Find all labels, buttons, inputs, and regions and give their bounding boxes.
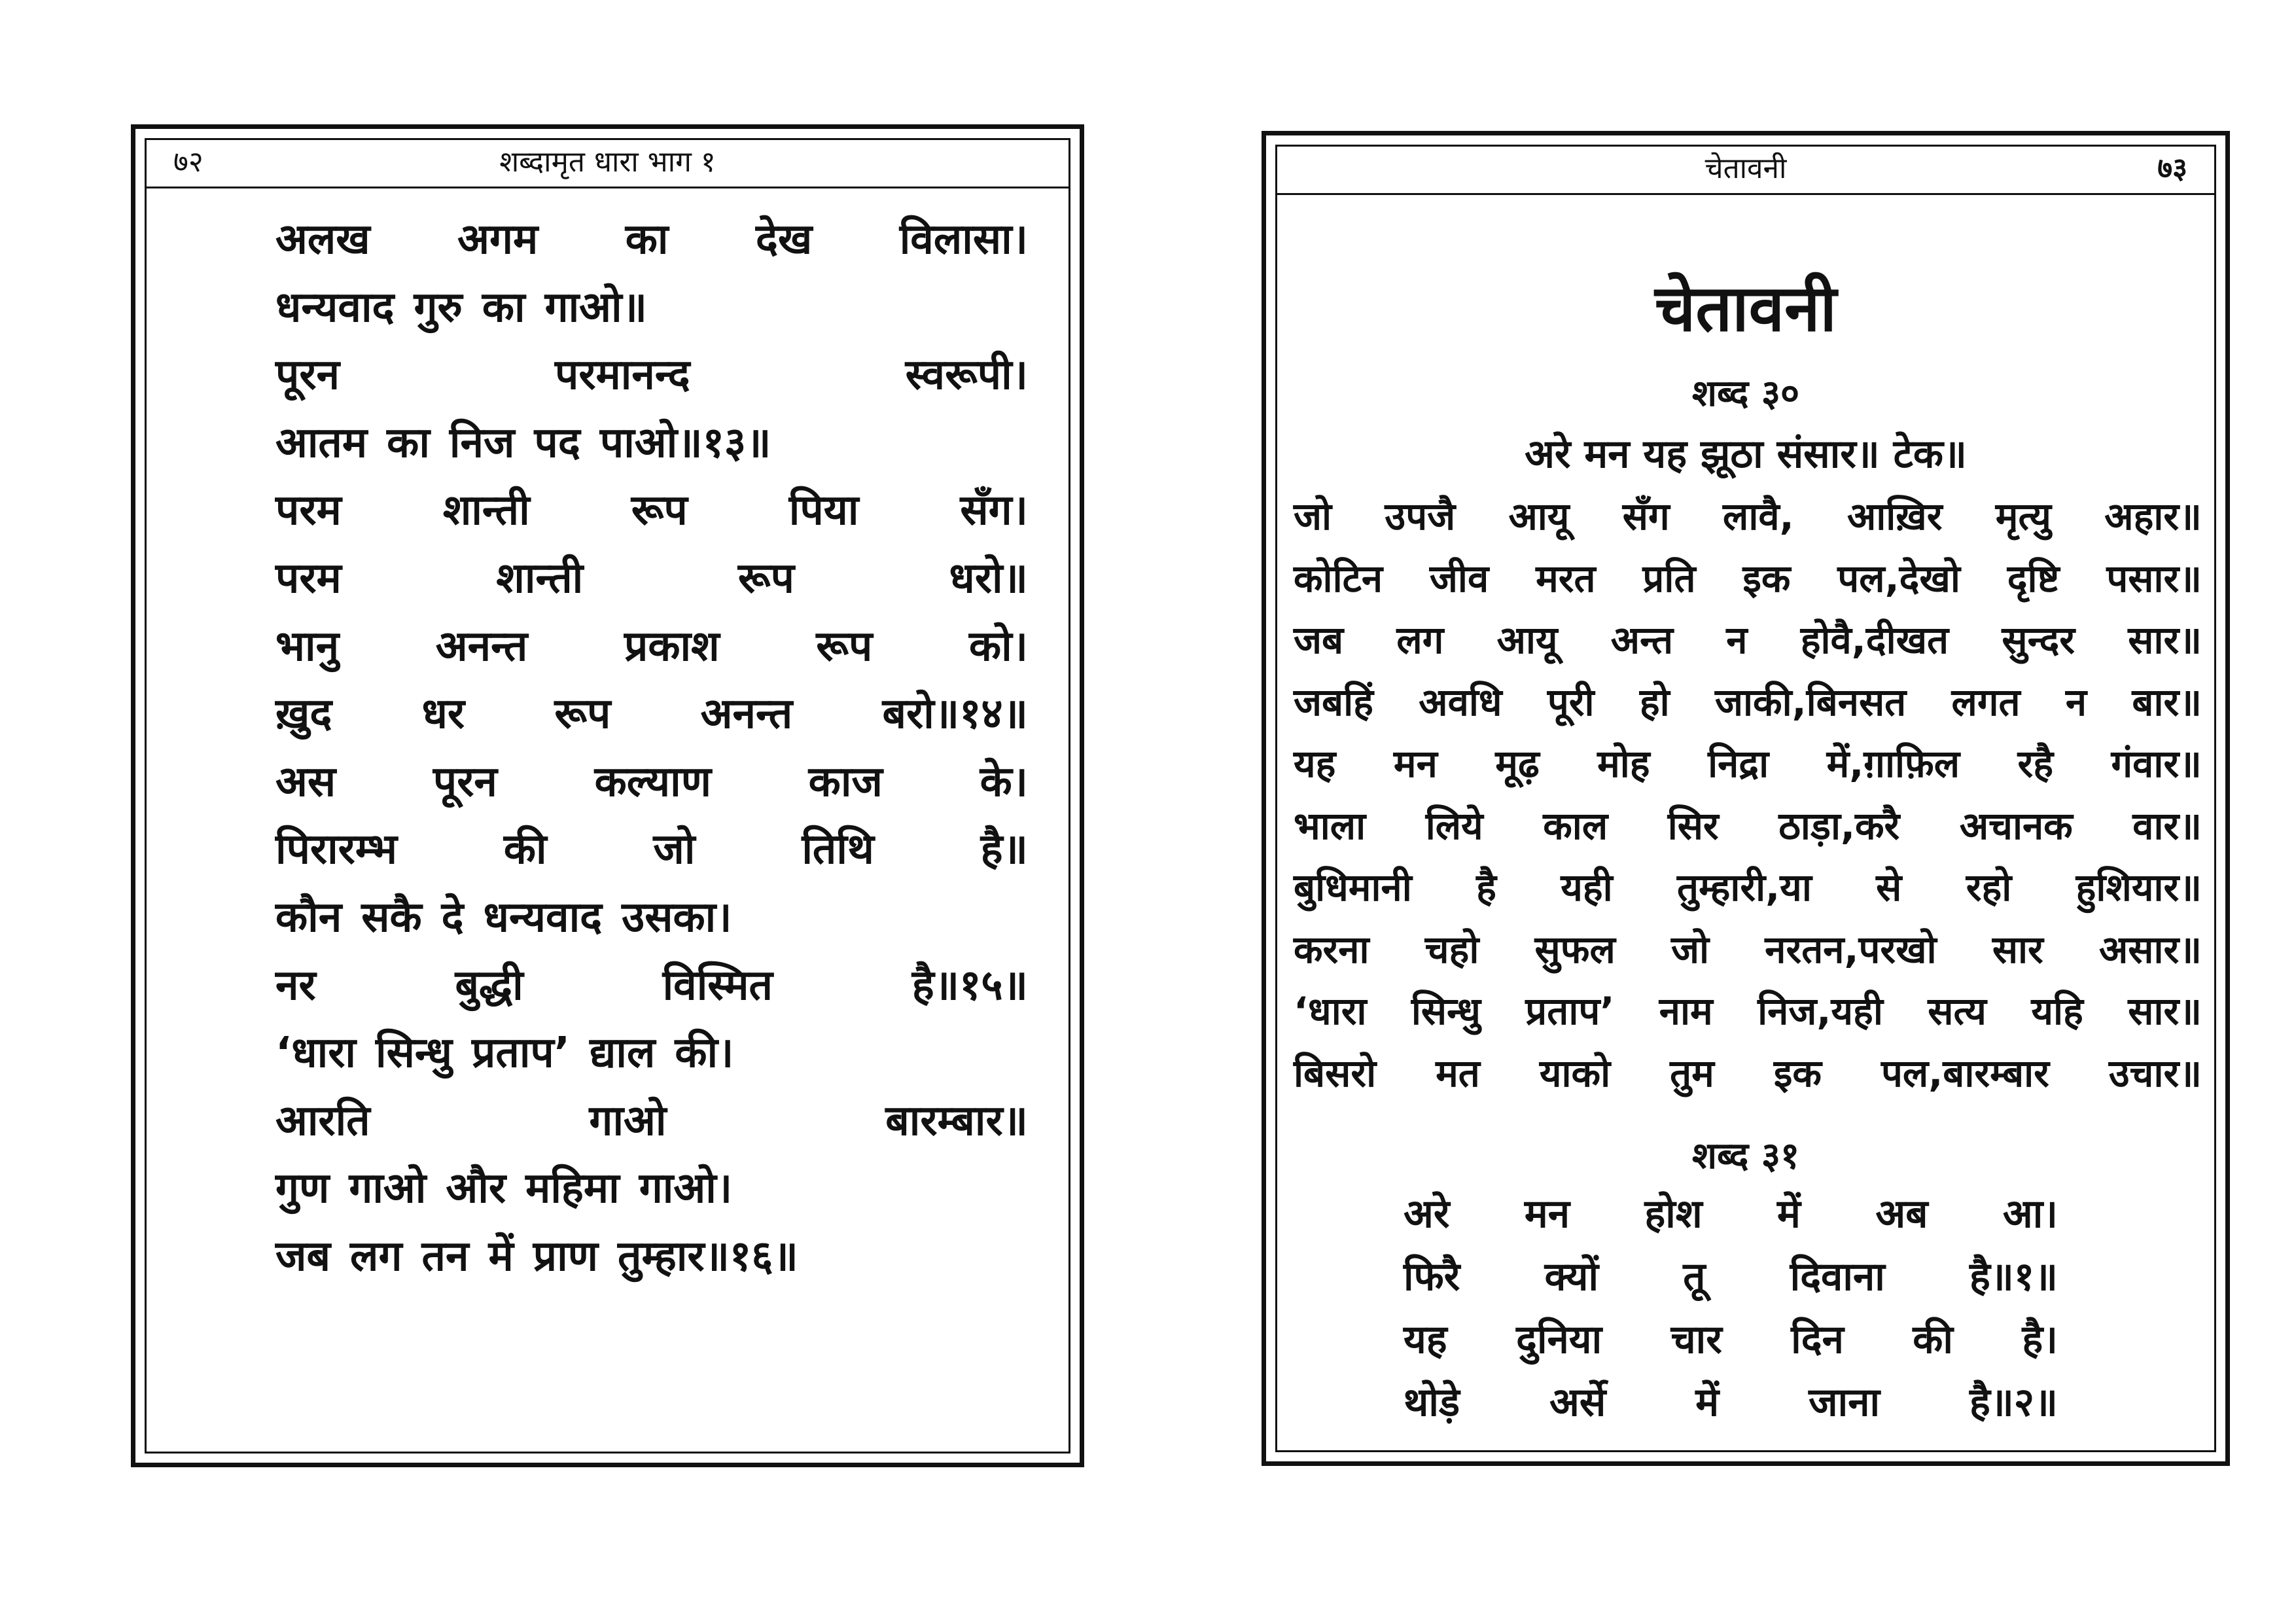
- verse-word: लग: [350, 1232, 402, 1281]
- verse-word: सँग।: [960, 486, 1028, 535]
- verse-word: क्यों: [1544, 1254, 1599, 1300]
- verse-word: असार॥: [2098, 927, 2202, 972]
- chapter-title: चेतावनी: [1655, 272, 1837, 346]
- verse-word: जो: [1294, 494, 1332, 539]
- verse-word: अनन्त: [700, 690, 793, 739]
- verse-word: गाओ॥: [544, 283, 647, 332]
- verse-word: फिरै: [1404, 1254, 1460, 1300]
- verse-word: को।: [968, 622, 1028, 671]
- verse-word: शान्ती: [442, 486, 530, 535]
- verse-line: [1404, 1245, 2058, 1308]
- left-page: [131, 124, 1084, 1467]
- verse-word: उचार॥: [2108, 1050, 2202, 1096]
- verse-word: सुन्दर: [2002, 618, 2075, 662]
- verse-word: सिर: [1667, 803, 1719, 848]
- verse-word: गाओ।: [639, 1164, 733, 1213]
- verse-word: अलख: [275, 215, 370, 264]
- verse-word: का: [482, 283, 525, 332]
- verse-word: अस: [275, 757, 336, 806]
- verse-word: सकै: [361, 893, 422, 942]
- verse-line: [275, 1020, 1028, 1088]
- verse-word: जो: [1671, 927, 1710, 972]
- verse-word: प्रताप’: [471, 1029, 571, 1078]
- verse-word: विस्मित: [662, 961, 773, 1010]
- verse-word: अरे: [1404, 1191, 1450, 1237]
- verse-word: धर: [421, 690, 465, 739]
- verse-word: सिन्धु: [376, 1029, 452, 1078]
- verse-word: अन्त: [1610, 618, 1674, 662]
- verse-word: तिथि: [802, 825, 874, 874]
- verse-word: करना: [1294, 927, 1369, 972]
- verse-word: रूप: [554, 690, 611, 739]
- left-page-number: ७२: [173, 145, 203, 179]
- verse-word: है॥१५॥: [911, 961, 1028, 1010]
- verse-word: कल्याण: [594, 757, 711, 806]
- verse-word: होश: [1644, 1191, 1703, 1237]
- verse-word: अहार॥: [2104, 494, 2202, 539]
- verse-word: भानु: [275, 622, 340, 671]
- verse-word: सार: [1992, 927, 2043, 972]
- verse-word: पिरारम्भ: [275, 825, 398, 874]
- verse-word: दिन: [1791, 1317, 1844, 1363]
- verse-word: मत: [1436, 1050, 1480, 1096]
- shabd-30-stanza: [1294, 486, 2202, 1104]
- verse-line: [1294, 1043, 2202, 1105]
- right-page-number: ७३: [2157, 152, 2187, 185]
- verse-line: [275, 545, 1028, 613]
- verse-word: पल,बारम्बार: [1881, 1050, 2049, 1096]
- verse-line: [275, 1223, 1028, 1291]
- right-page: [1262, 131, 2230, 1466]
- verse-word: आरति: [275, 1096, 370, 1145]
- verse-word: होवै,दीखत: [1800, 618, 1949, 662]
- verse-word: है॥: [980, 825, 1028, 874]
- verse-line: [275, 613, 1028, 681]
- verse-word: स्वरूपी।: [905, 351, 1028, 400]
- verse-word: धन्यवाद: [483, 893, 603, 942]
- verse-word: ‘धारा: [275, 1029, 357, 1078]
- verse-word: रूप: [816, 622, 873, 671]
- verse-line: [1404, 1183, 2058, 1245]
- verse-word: पाओ॥१३॥: [599, 418, 771, 467]
- verse-word: आ।: [2002, 1191, 2058, 1237]
- verse-word: बार॥: [2132, 679, 2202, 724]
- verse-word: इक: [1773, 1050, 1822, 1096]
- verse-word: सार॥: [2128, 989, 2202, 1033]
- verse-word: नर: [275, 961, 316, 1010]
- verse-line: [275, 342, 1028, 410]
- left-running-head: [145, 138, 1070, 188]
- verse-word: दे: [441, 893, 464, 942]
- verse-word: परमानन्द: [555, 351, 690, 400]
- verse-word: है।: [2022, 1317, 2058, 1363]
- verse-word: तू: [1683, 1254, 1706, 1300]
- shabd-30-tek: अरे मन यह झूठा संसार॥ टेक॥: [1525, 431, 1967, 477]
- verse-line: [1294, 733, 2202, 795]
- verse-word: ठाड़ा,करै: [1778, 803, 1900, 848]
- verse-word: आतम: [275, 418, 368, 467]
- shabd-31-heading: शब्द ३१: [1691, 1135, 1800, 1177]
- verse-line: [275, 1088, 1028, 1156]
- verse-word: में: [1777, 1191, 1801, 1237]
- verse-word: यह: [1294, 741, 1336, 786]
- verse-word: जब: [1294, 618, 1344, 662]
- verse-word: लिये: [1425, 803, 1483, 848]
- verse-line: [1404, 1308, 2058, 1371]
- verse-word: पल,देखो: [1837, 556, 1960, 601]
- verse-word: गाओ: [589, 1096, 667, 1145]
- verse-word: उपजै: [1385, 494, 1456, 539]
- verse-word: बुद्धी: [455, 961, 523, 1010]
- verse-word: आख़िर: [1846, 494, 1943, 539]
- verse-word: जबहिं: [1294, 679, 1373, 724]
- left-verse-block: [275, 206, 1028, 1291]
- verse-word: मन: [1393, 741, 1438, 786]
- verse-word: गाओ: [349, 1164, 427, 1213]
- verse-word: है: [1476, 865, 1496, 910]
- verse-word: मृत्यु: [1995, 494, 2051, 539]
- shabd-30-heading: शब्द ३०: [1691, 372, 1800, 415]
- right-running-title: चेतावनी: [1704, 152, 1787, 185]
- verse-word: तुम्हारी,या: [1677, 865, 1812, 910]
- verse-word: की।: [675, 1029, 734, 1078]
- verse-word: रहै: [2017, 741, 2054, 786]
- verse-word: कौन: [275, 893, 342, 942]
- verse-word: दिवाना: [1790, 1254, 1885, 1300]
- verse-word: प्रति: [1642, 556, 1696, 601]
- verse-word: काल: [1543, 803, 1608, 848]
- verse-line: [1294, 980, 2202, 1043]
- verse-word: है॥१॥: [1969, 1254, 2058, 1300]
- verse-word: महिमा: [525, 1164, 620, 1213]
- verse-word: नरतन,परखो: [1765, 927, 1937, 972]
- verse-word: तन: [421, 1232, 469, 1281]
- verse-word: परम: [275, 486, 342, 535]
- verse-line: [275, 884, 1028, 952]
- verse-word: न: [1726, 618, 1748, 662]
- verse-word: यह: [1404, 1317, 1447, 1363]
- verse-word: ख़ुद: [275, 690, 332, 739]
- verse-word: यहि: [2031, 989, 2083, 1033]
- verse-word: से: [1876, 865, 1902, 910]
- verse-line: [1294, 548, 2202, 610]
- verse-word: पसार॥: [2106, 556, 2202, 601]
- verse-word: गुरु: [414, 283, 463, 332]
- verse-line: [1294, 857, 2202, 919]
- verse-word: दृष्टि: [2007, 556, 2060, 601]
- verse-word: अवधि: [1419, 679, 1502, 724]
- verse-word: लगत: [1951, 679, 2021, 724]
- verse-word: गुण: [275, 1164, 330, 1213]
- verse-word: रूप: [631, 486, 688, 535]
- verse-word: में: [488, 1232, 514, 1281]
- verse-word: आयू: [1496, 618, 1558, 662]
- verse-word: अचानक: [1959, 803, 2073, 848]
- verse-word: याको: [1539, 1050, 1611, 1096]
- verse-line: [1294, 795, 2202, 857]
- verse-word: बुधिमानी: [1294, 865, 1412, 910]
- verse-word: यही: [1561, 865, 1613, 910]
- verse-word: पद: [534, 418, 580, 467]
- verse-line: [275, 681, 1028, 749]
- verse-word: न: [2065, 679, 2087, 724]
- right-running-head: [1275, 145, 2216, 195]
- verse-word: देख: [755, 215, 813, 264]
- verse-word: इक: [1742, 556, 1791, 601]
- verse-word: अनन्त: [435, 622, 528, 671]
- verse-word: गंवार॥: [2111, 741, 2202, 786]
- verse-word: में: [1695, 1380, 1720, 1425]
- verse-word: उसका।: [622, 893, 732, 942]
- verse-word: जाकी,बिनसत: [1714, 679, 1907, 724]
- verse-word: लावै,: [1723, 494, 1794, 539]
- verse-word: आयू: [1508, 494, 1570, 539]
- verse-line: [275, 1155, 1028, 1223]
- verse-word: मरत: [1536, 556, 1596, 601]
- shabd-31-couplets: [1404, 1183, 2058, 1434]
- verse-word: जीव: [1429, 556, 1489, 601]
- verse-word: मूढ़: [1495, 741, 1540, 786]
- verse-word: तुम्हार॥१६॥: [618, 1232, 798, 1281]
- verse-word: धरो॥: [949, 554, 1028, 603]
- verse-word: बरो॥१४॥: [882, 690, 1028, 739]
- verse-word: ‘धारा: [1294, 989, 1367, 1033]
- verse-word: जो: [653, 825, 696, 874]
- verse-word: परम: [275, 554, 342, 603]
- verse-word: सत्य: [1928, 989, 1987, 1033]
- verse-word: का: [625, 215, 669, 264]
- verse-word: जाना: [1809, 1380, 1881, 1425]
- verse-line: [275, 952, 1028, 1020]
- verse-line: [275, 749, 1028, 817]
- verse-word: दुनिया: [1516, 1317, 1602, 1363]
- verse-word: सँग: [1622, 494, 1670, 539]
- verse-word: रूप: [737, 554, 794, 603]
- left-running-title: शब्दामृत धारा भाग १: [499, 145, 716, 179]
- verse-line: [275, 477, 1028, 545]
- verse-word: निज: [449, 418, 515, 467]
- verse-word: जब: [275, 1232, 331, 1281]
- verse-word: चार: [1670, 1317, 1722, 1363]
- verse-word: धन्यवाद: [275, 283, 395, 332]
- verse-word: विलासा।: [899, 215, 1028, 264]
- verse-word: द्याल: [590, 1029, 656, 1078]
- verse-word: शान्ती: [496, 554, 584, 603]
- verse-word: लग: [1396, 618, 1444, 662]
- verse-word: तुम: [1670, 1050, 1714, 1096]
- verse-word: के।: [980, 757, 1028, 806]
- verse-word: नाम: [1659, 989, 1713, 1033]
- verse-word: काज: [808, 757, 883, 806]
- verse-word: चहो: [1424, 927, 1479, 972]
- verse-word: पूरी: [1547, 679, 1595, 724]
- verse-word: पूरन: [275, 351, 340, 400]
- verse-line: [275, 410, 1028, 478]
- verse-word: सार॥: [2128, 618, 2202, 662]
- verse-line: [1294, 486, 2202, 548]
- verse-word: हुशियार॥: [2075, 865, 2202, 910]
- verse-word: पूरन: [433, 757, 497, 806]
- verse-word: प्रकाश: [624, 622, 720, 671]
- verse-line: [1294, 609, 2202, 671]
- verse-word: का: [387, 418, 430, 467]
- verse-word: बारम्बार॥: [885, 1096, 1028, 1145]
- verse-line: [1294, 919, 2202, 981]
- verse-word: कोटिन: [1294, 556, 1383, 601]
- verse-word: भाला: [1294, 803, 1366, 848]
- verse-word: है॥२॥: [1969, 1380, 2058, 1425]
- verse-word: अगम: [457, 215, 539, 264]
- verse-word: की: [1913, 1317, 1953, 1363]
- verse-word: अब: [1875, 1191, 1928, 1237]
- verse-line: [1294, 671, 2202, 734]
- verse-word: की: [503, 825, 547, 874]
- verse-line: [1404, 1371, 2058, 1434]
- verse-word: सिन्धु: [1411, 989, 1481, 1033]
- verse-word: मोह: [1597, 741, 1650, 786]
- verse-line: [275, 206, 1028, 274]
- verse-word: अर्से: [1549, 1380, 1606, 1425]
- verse-word: मन: [1524, 1191, 1570, 1237]
- verse-word: और: [446, 1164, 506, 1213]
- verse-word: सुफल: [1534, 927, 1616, 972]
- verse-word: प्रताप’: [1525, 989, 1615, 1033]
- verse-word: में,ग़ाफ़िल: [1826, 741, 1960, 786]
- verse-word: वार॥: [2132, 803, 2202, 848]
- verse-word: हो: [1639, 679, 1670, 724]
- verse-word: निद्रा: [1708, 741, 1769, 786]
- verse-line: [275, 274, 1028, 342]
- verse-word: प्राण: [533, 1232, 599, 1281]
- verse-word: पिया: [788, 486, 859, 535]
- verse-word: निज,यही: [1757, 989, 1883, 1033]
- verse-word: थोड़े: [1404, 1380, 1460, 1425]
- verse-word: बिसरो: [1294, 1050, 1377, 1096]
- verse-word: रहो: [1966, 865, 2012, 910]
- verse-line: [275, 816, 1028, 884]
